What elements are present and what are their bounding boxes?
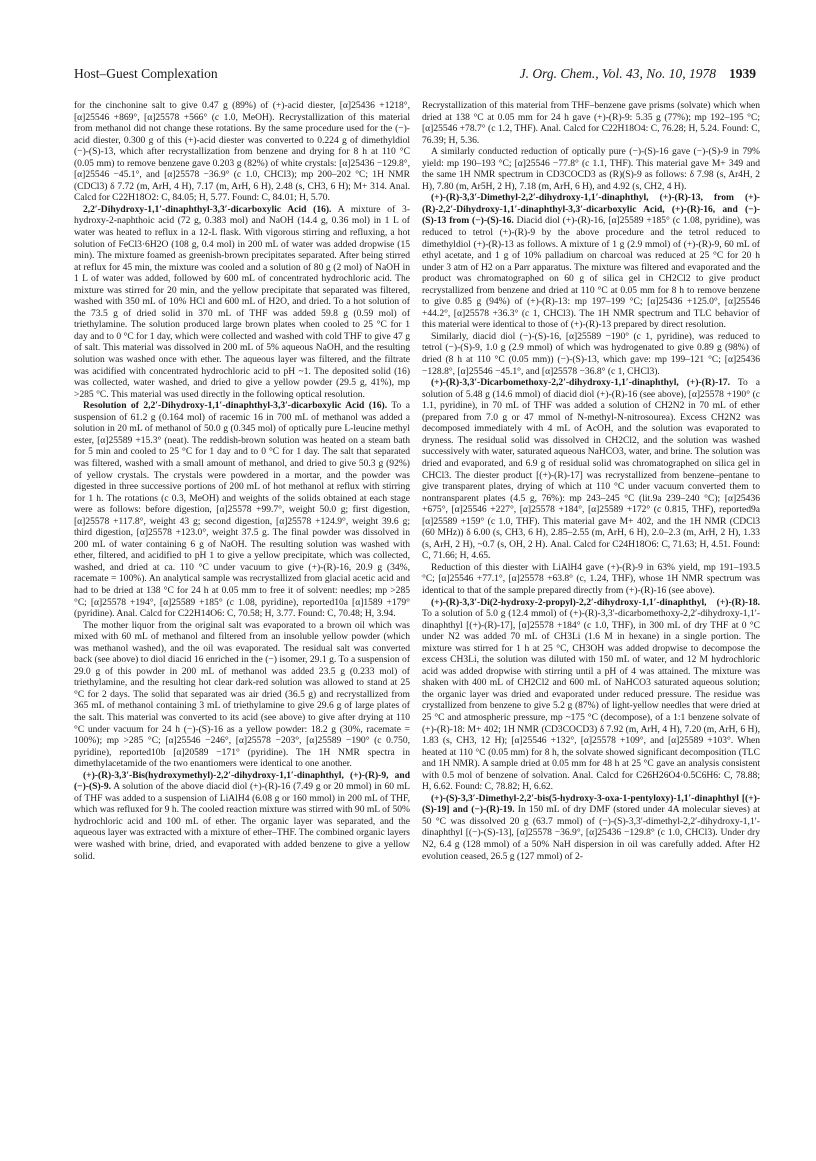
paragraph-heading: 2,2′-Dihydroxy-1,1′-dinaphthyl-3,3′-dicarboxylic Acid (16). (83, 203, 332, 215)
paragraph: (+)-(R)-3,3′-Bis(hydroxymethyl)-2,2′-dihydroxy-1,1′-dinaphthyl, (+)-(R)-9, and (−)-(S)-9. A solution of the above diacid diol (+)-(R)-16 (7.49 g or 20 mmol) in 60 mL of THF was added to a suspension of LiAlH4 (6.08 g or 160 mmol) in 200 mL of THF, which was refluxed for 9 h. The cooled reaction mixture was stirred with 90 mL of 50% hydrochloric acid and 100 mL of ether. The organic layer was separated, and the aqueous layer was extracted with a mixture of ether–THF. The combined organic layers were washed with brine, dried, and evaporated with added benzene to give a yellow solid. (74, 769, 410, 862)
paragraph: (+)-(R)-3,3′-Dicarbomethoxy-2,2′-dihydroxy-1,1′-dinaphthyl, (+)-(R)-17. To a solution of 5.48 g (14.6 mmol) of diacid diol (+)-(R)-16 (see above), [α]25578 +190° (c 1.1, pyridine), in 70 mL of THF was added a solution of CH2N2 in 70 mL of ether (prepared from 7.0 g or 47 mmol of N-methyl-N-nitrosourea). Excess CH2N2 was decomposed immediately with 4 mL of AcOH, and the solution was evaporated to dryness. The residual solid was dissolved in CH2Cl2, and the solution was washed successively with water, saturated aqueous NaHCO3, water, and brine. The solution was dried and evaporated, and 6.9 g of residual solid was chromatographed on silica gel in CHCl3. The diester product [(+)-(R)-17] was recrystallized from benzene–pentane to give transparent plates, drying of which at 110 °C under vacuum converted them to nontransparent plates (4.5 g, 76%): mp 243–245 °C (lit.9a 239–240 °C); [α]25436 +675°, [α]25546 +227°, [α]25578 +184°, [α]25589 +172° (c 0.815, THF), reported9a [α]25589 +159° (c 1.0, THF). This material gave M+ 402, and the 1H NMR (CDCl3 (60 MHz)) δ 6.00 (s, CH3, 6 H), 2.85–2.55 (m, ArH, 6 H), 2.0–2.3 (m, ArH, 2 H), 1.33 (s, ArH, 2 H), ~0.7 (s, OH, 2 H). Anal. Calcd for C24H18O6: C, 71.63; H, 4.51. Found: C, 71.66; H, 4.65. (422, 377, 760, 562)
paragraph-heading: (+)-(R)-3,3′-Di(2-hydroxy-2-propyl)-2,2′-dihydroxy-1,1′-dinaphthyl, (+)-(R)-18. (431, 596, 760, 608)
paragraph-heading: (+)-(R)-3,3′-Bis(hydroxymethyl)-2,2′-dihydroxy-1,1′-dinaphthyl, (+)-(R)-9, and (−)-(S)-9. (74, 769, 410, 793)
paragraph: (+)-(R)-3,3′-Di(2-hydroxy-2-propyl)-2,2′-dihydroxy-1,1′-dinaphthyl, (+)-(R)-18. To a solution of 5.0 g (12.4 mmol) of (+)-(R)-3,3′-dicarbomethoxy-2,2′-dihydroxy-1,1′-dinaphthyl [(+)-(R)-17], [α]25578 +184° (c 1.0, THF), in 300 mL of dry THF at 0 °C under N2 was added 70 mL of CH3Li (1.6 M in hexane) in a single portion. The mixture was stirred for 1 h at 25 °C, CH3OH was added dropwise to decompose the excess CH3Li, the solution was diluted with 150 mL of water, and 12 M hydrochloric acid was added dropwise with stirring until a pH of 4 was attained. The mixture was shaken with 400 mL of CH2Cl2 and 600 mL of NaHCO3 saturated aqueous solution; the organic layer was dried and evaporated under reduced pressure. The residue was crystallized from benzene to give 5.2 g (87%) of light-yellow needles that were dried at 25 °C and atmospheric pressure, mp ~175 °C (decompose), of a 1:1 benzene solvate of (+)-(R)-18: M+ 402; 1H NMR (CD3COCD3) δ 7.92 (m, ArH, 4 H), 7.20 (m, ArH, 6 H), 1.83 (s, CH3, 12 H); [α]25546 +132°, [α]25578 +109°, and [α]25589 +103°. When heated at 110 °C (0.05 mm) for 8 h, the solvate showed significant decomposition (TLC and 1H NMR). A sample dried at 0.05 mm for 48 h at 25 °C gave an analysis consistent with 0.5 mol of benzene of solvation. Anal. Calcd for C26H26O4·0.5C6H6: C, 78.88; H, 6.62. Found: C, 78.82; H, 6.62. (422, 596, 760, 793)
paragraph: The mother liquor from the original salt was evaporated to a brown oil which was mixed with 60 mL of methanol and filtered from an insoluble yellow powder (which was methanol washed), and the oil was evaporated. The residual salt was converted back (see above) to diol diacid 16 enriched in the (−) isomer, 29.1 g. To a suspension of 29.0 g of this powder in 200 mL of methanol was added 23.5 g (0.233 mol) of triethylamine, and the resulting hot clear dark-red solution was allowed to stand at 25 °C for 2 days. The solid that separated was air dried (36.5 g) and recrystallized from 365 mL of methanol containing 3 mL of triethylamine to give 29.6 g of large plates of the salt. This material was converted to its acid (see above) to give after drying at 110 °C under vacuum for 24 h (−)-(S)-16 as a yellow powder: 18.2 g (30%, racemate = 100%); mp >285 °C; [α]25546 −246°, [α]25578 −203°, [α]25589 −190° (c 0.750, pyridine), reported10b [α]20589 −171° (pyridine). The 1H NMR spectra in dimethylacetamide of the two enantiomers were identical to one another. (74, 619, 410, 770)
paragraph: A similarly conducted reduction of optically pure (−)-(S)-16 gave (−)-(S)-9 in 79% yield: mp 190–193 °C; [α]25546 −77.8° (c 1.1, THF). This material gave M+ 349 and the same 1H NMR spectrum in CD3COCD3 as (R)(S)-9 as follows: δ 7.98 (s, Ar4H, 2 H), 7.80 (m, Ar5H, 2 H), 7.18 (m, ArH, 6 H), and 4.92 (s, CH2, 4 H). (422, 146, 760, 192)
running-header (74, 66, 756, 82)
journal-citation: J. Org. Chem., Vol. 43, No. 10, 1978 (519, 66, 716, 81)
paragraph: Recrystallization of this material from THF–benzene gave prisms (solvate) which when dried at 138 °C at 0.05 mm for 24 h gave (+)-(R)-9: 5.35 g (77%); mp 192–195 °C; [α]25546 +78.7° (c 1.2, THF). Anal. Calcd for C22H18O4: C, 76.28; H, 5.24. Found: C, 76.39; H, 5.36. (422, 100, 760, 146)
paragraph: for the cinchonine salt to give 0.47 g (89%) of (+)-acid diester, [α]25436 +1218°, [α]25546 +869°, [α]25578 +566° (c 1.0, MeOH). Recrystallization of this material from methanol did not change these rotations. By the same procedure used for the (−)-acid diester, 0.300 g of this (+)-acid diester was converted to 0.224 g of dimethyldiol (−)-(S)-13, which after recrystallization from benzene and drying for 8 h at 110 °C (0.05 mm) to remove benzene gave 0.203 g (82%) of white crystals: [α]25436 −129.8°, [α]25546 −45.1°, and [α]25578 −36.9° (c 1.0, CHCl3); mp 200–202 °C; 1H NMR (CDCl3) δ 7.72 (m, ArH, 4 H), 7.17 (m, ArH, 6 H), 2.48 (s, CH3, 6 H); M+ 314. Anal. Calcd for C22H18O2: C, 84.05; H, 5.77. Found: C, 84.01; H, 5.70. (74, 100, 410, 204)
paragraph: Reduction of this diester with LiAlH4 gave (+)-(R)-9 in 63% yield, mp 191–193.5 °C; [α]25546 +77.1°, [α]25578 +63.8° (c, 1.24, THF), whose 1H NMR spectrum was identical to that of the sample prepared directly from (+)-(R)-16 (see above). (422, 561, 760, 596)
paragraph-heading: (+)-(S)-3,3′-Dimethyl-2,2′-bis(5-hydroxy-3-oxa-1-pentyloxy)-1,1′-dinaphthyl [(+)-(S)-19] and (−)-(R)-19. (422, 792, 760, 816)
paragraph: Resolution of 2,2′-Dihydroxy-1,1′-dinaphthyl-3,3′-dicarboxylic Acid (16). To a suspension of 61.2 g (0.164 mol) of racemic 16 in 700 mL of methanol was added a solution in 20 mL of methanol of 50.0 g (0.345 mol) of optically pure L-leucine methyl ester, [α]25589 +15.3° (neat). The reddish-brown solution was heated on a steam bath for 5 min and cooled to 25 °C for 1 day and to 0 °C for 1 day. The salt that separated was filtered, washed with a small amount of methanol, and dried to give 50.3 g (92%) of yellow crystals. The crystals were powdered in a mortar, and the powder was digested in three successive portions of 200 mL of hot methanol at reflux with stirring for 1 h. The rotations (c 0.3, MeOH) and weights of the solids obtained at each stage were as follows: before digestion, [α]25578 +99.7°, weight 50.0 g; first digestion, [α]25578 +117.8°, weight 43 g; second digestion, [α]25578 +124.9°, weight 39.6 g; third digestion, [α]25578 +123.0°, weight 37.5 g. The final powder was dissolved in 200 mL of water containing 6 g of NaOH. The resulting solution was washed with ether, filtered, and acidified to pH 1 to give a yellow precipitate, which was collected, washed, and dried at ca. 110 °C under vacuum to give (+)-(R)-16, 20.9 g (34%, racemate = 100%). An analytical sample was recrystallized from glacial acetic acid and had to be dried at 138 °C for 24 h at 0.05 mm to free it of solvent: needles; mp >285 °C; [α]25578 +194°, [α]25589 +185° (c 1.08, pyridine), reported10a [α]1589 +179° (pyridine). Anal. Calcd for C22H14O6: C, 70.58; H, 3.77. Found: C, 70.48; H, 3.94. (74, 400, 410, 620)
right-column (422, 100, 760, 862)
paragraph: (+)-(S)-3,3′-Dimethyl-2,2′-bis(5-hydroxy-3-oxa-1-pentyloxy)-1,1′-dinaphthyl [(+)-(S)-19] and (−)-(R)-19. In 150 mL of dry DMF (stored under 4A molecular sieves) at 50 °C was dissolved 20 g (63.7 mmol) of (−)-(S)-3,3′-dimethyl-2,2′-dihydroxy-1,1′-dinaphthyl [(−)-(S)-13], [α]25578 −36.9°, [α]25436 −129.8° (c 1.0, CHCl3). Under dry N2, 6.4 g (128 mmol) of a 50% NaH dispersion in oil was carefully added. After H2 evolution ceased, 26.5 g (127 mmol) of 2- (422, 792, 760, 862)
page-number: 1939 (729, 66, 756, 81)
running-title: Host–Guest Complexation (74, 66, 218, 81)
paragraph-heading: Resolution of 2,2′-Dihydroxy-1,1′-dinaphthyl-3,3′-dicarboxylic Acid (16). (83, 400, 388, 412)
paragraph: (+)-(R)-3,3′-Dimethyl-2,2′-dihydroxy-1,1′-dinaphthyl, (+)-(R)-13, from (+)-(R)-2,2′-Dihydroxy-1,1′-dinaphthyl-3,3′-dicarboxylic Acid, (+)-(R)-16, and (−)-(S)-13 from (−)-(S)-16. Diacid diol (+)-(R)-16, [α]25589 +185° (c 1.08, pyridine), was reduced to tetrol (+)-(R)-9 by the above procedure and the tetrol reduced to dimethyldiol (+)-(R)-13 as follows. A mixture of 1 g (2.9 mmol) of (+)-(R)-9, 60 mL of ethyl acetate, and 1 g of 10% palladium on charcoal was reduced at 25 °C for 20 h under 3 atm of H2 on a Parr apparatus. The mixture was filtered and evaporated and the product was chromatographed on 60 g of silica gel in CH2Cl2 to give product recrystallized from benzene and dried at 110 °C at 0.05 mm for 8 h to remove benzene to give 0.85 g (94%) of (+)-(R)-13: mp 197–199 °C; [α]25436 +125.0°, [α]25546 +44.2°, [α]25578 +36.3° (c 1, CHCl3). The 1H NMR spectrum and TLC behavior of this material were identical to those of (+)-(R)-13 prepared by direct resolution. (422, 192, 760, 331)
paragraph: 2,2′-Dihydroxy-1,1′-dinaphthyl-3,3′-dicarboxylic Acid (16). A mixture of 3-hydroxy-2-naphthoic acid (72 g, 0.383 mol) and NaOH (14.4 g, 0.36 mol) in 1 L of water was heated to reflux in a 12-L flask. With vigorous stirring and refluxing, a hot solution of FeCl3·6H2O (108 g, 0.4 mol) in 200 mL of water was added dropwise (15 min). The mixture foamed as greenish-brown precipitates separated. After being stirred at reflux for 45 min, the mixture was cooled and a solution of 80 g (2 mol) of NaOH in 1 L of water was added, followed by 600 mL of concentrated hydrochloric acid. The mixture was stirred for 20 min, and the yellow precipitate that separated was filtered, washed with 350 mL of 10% HCl and 600 mL of H2O, and dried. To a hot solution of the 73.5 g of dried solid in 370 mL of THF was added 59.8 g (0.59 mol) of triethylamine. The solution produced large brown plates when cooled to 25 °C for 1 day and to 0 °C for 1 day, which were collected and washed with cold THF to give 47 g of salt. This material was dissolved in 200 mL of 5% aqueous NaOH, and the resulting solution was washed once with ether. The aqueous layer was filtered, and the filtrate was acidified with concentrated hydrochloric acid to pH ~1. The deposited solid (16) was collected, water washed, and dried to give a yellow powder (29.5 g, 41%), mp >285 °C. This material was used directly in the following optical resolution. (74, 203, 410, 400)
paragraph: Similarly, diacid diol (−)-(S)-16, [α]25589 −190° (c 1, pyridine), was reduced to tetrol (−)-(S)-9, 1.0 g (2.9 mmol) of which was hydrogenated to give 0.89 g (98%) of dried (8 h at 110 °C (0.05 mm)) (−)-(S)-13, which gave: mp 199–121 °C; [α]25436 −128.8°, [α]25546 −45.1°, and [α]25578 −36.8° (c 1, CHCl3). (422, 330, 760, 377)
left-column (74, 100, 410, 862)
paragraph-heading: (+)-(R)-3,3′-Dicarbomethoxy-2,2′-dihydroxy-1,1′-dinaphthyl, (+)-(R)-17. (431, 377, 731, 389)
paragraph-heading: (+)-(R)-3,3′-Dimethyl-2,2′-dihydroxy-1,1′-dinaphthyl, (+)-(R)-13, from (+)-(R)-2,2′-Dihydroxy-1,1′-dinaphthyl-3,3′-dicarboxylic Acid, (+)-(R)-16, and (−)-(S)-13 from (−)-(S)-16. (422, 192, 760, 227)
